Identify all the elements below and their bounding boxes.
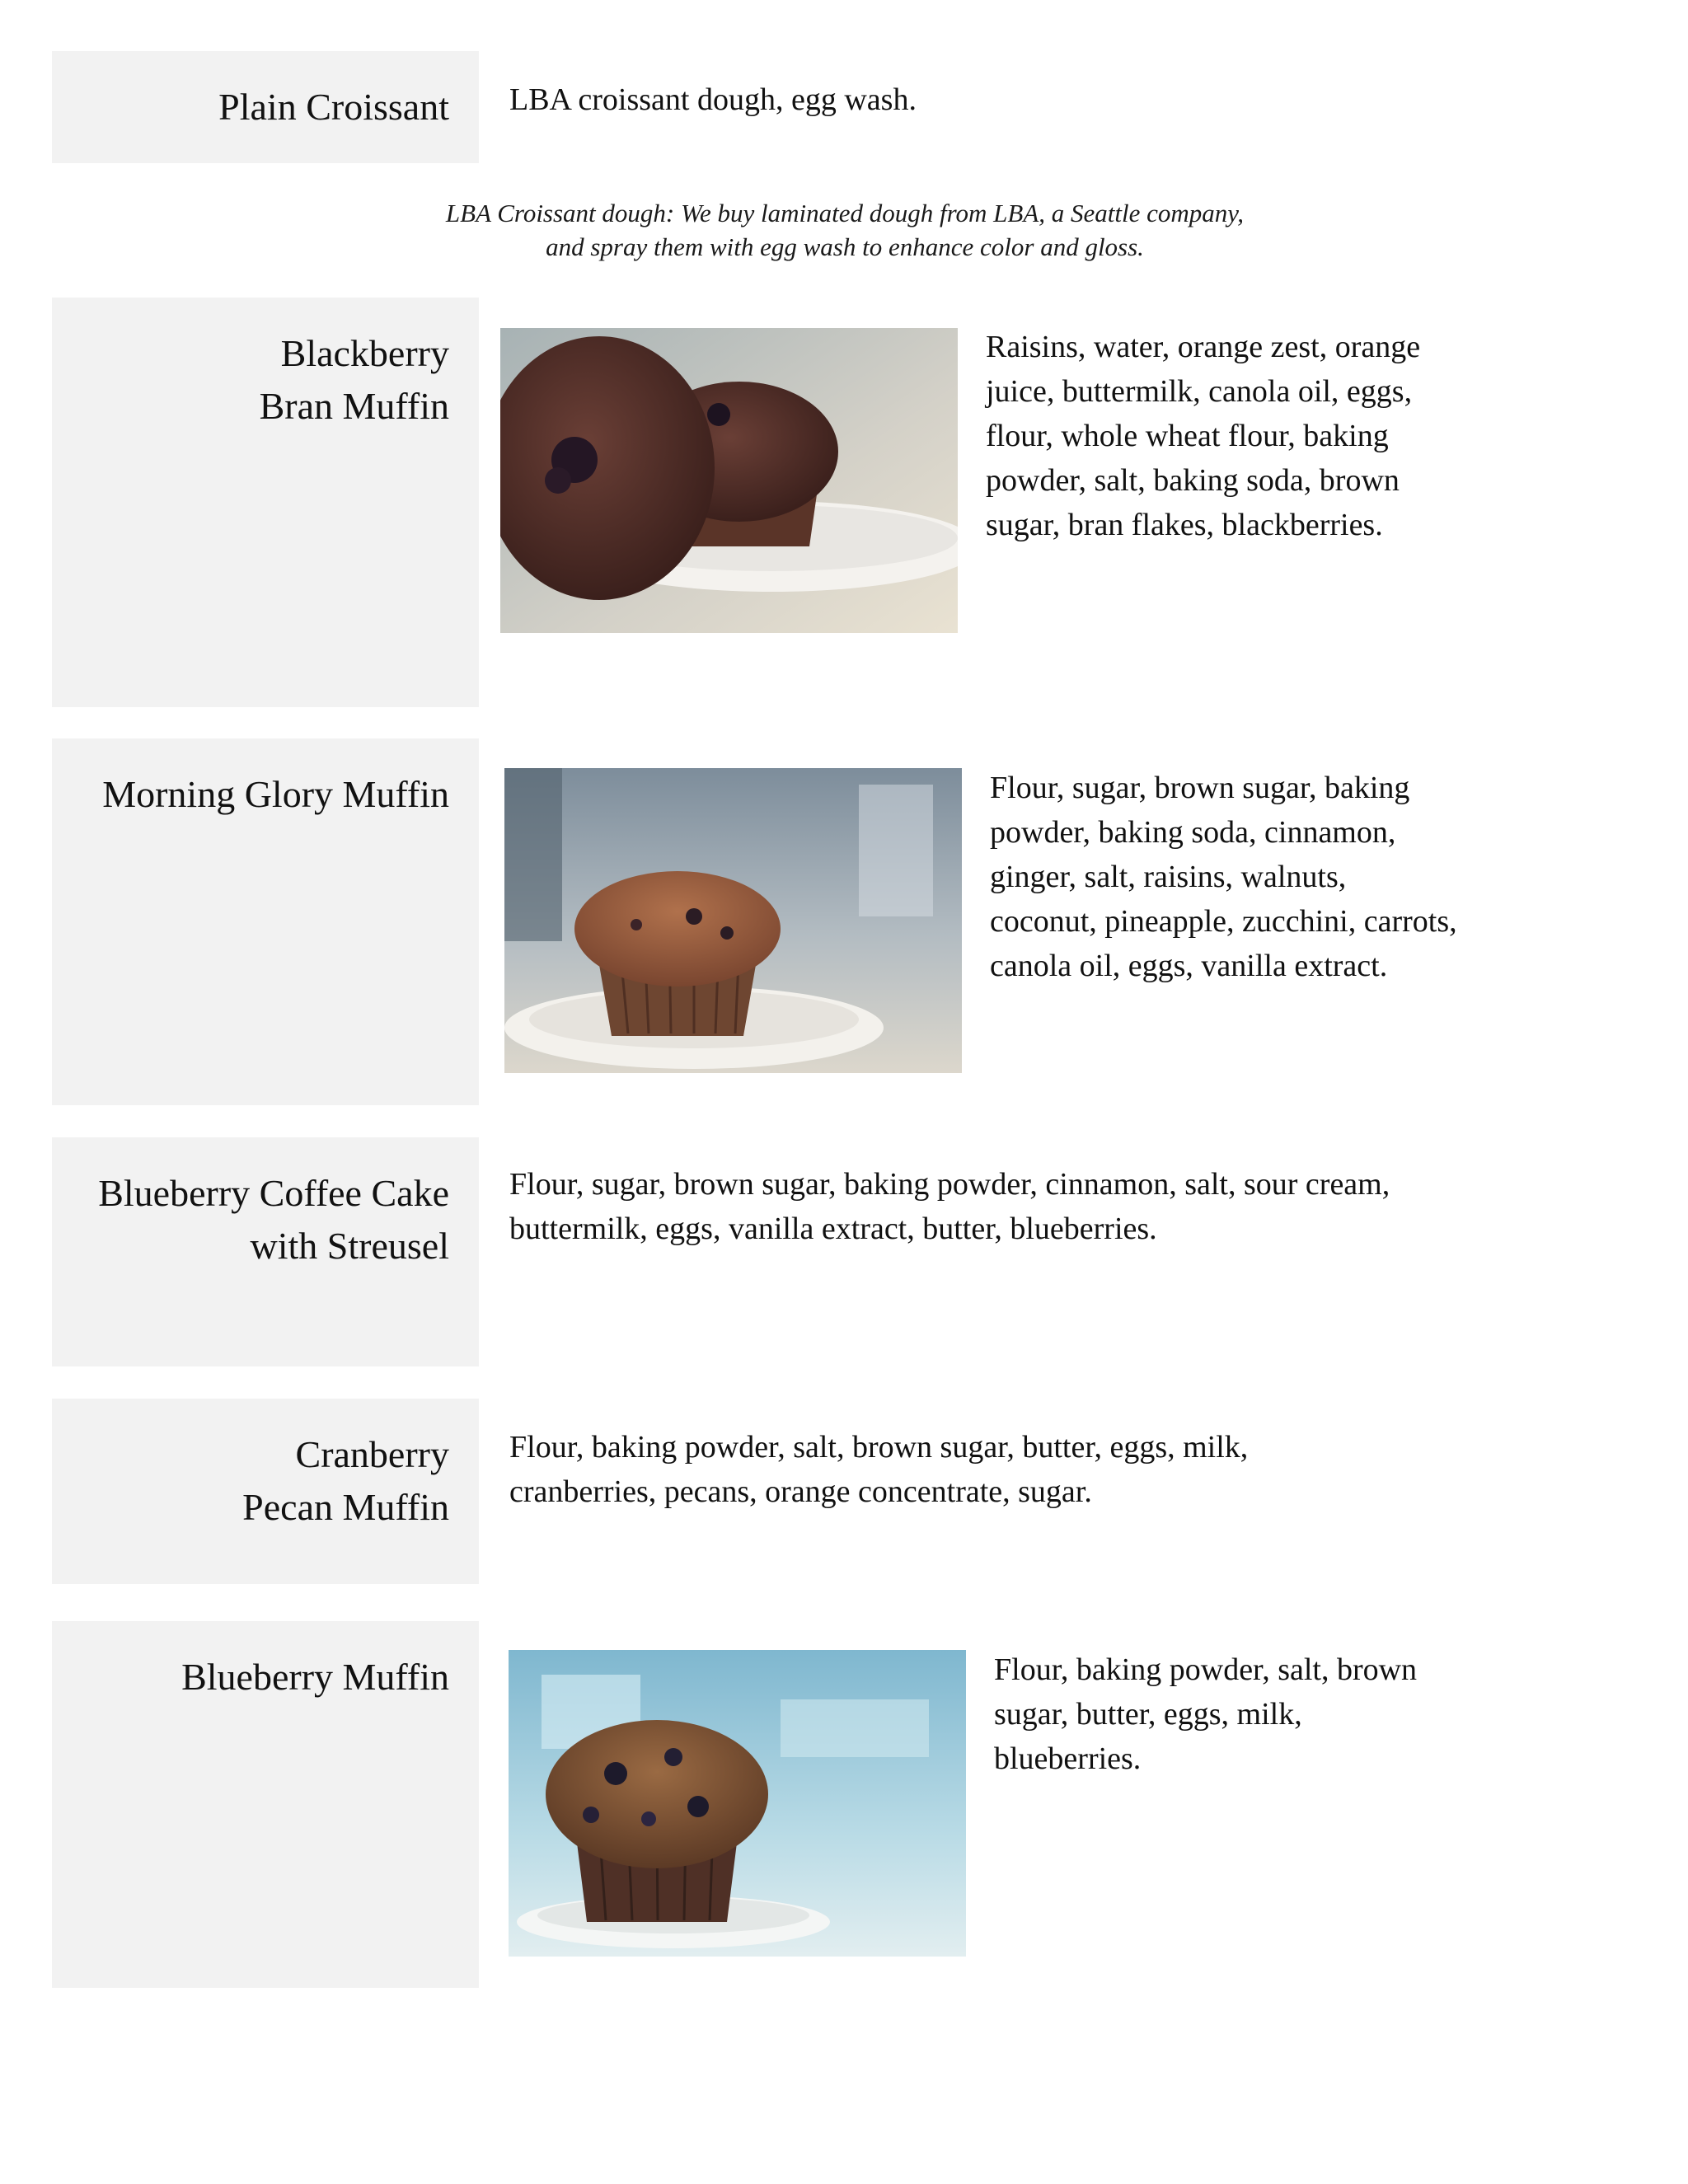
item-name-box-blackberry-bran-muffin <box>52 298 479 707</box>
ingredients-line: Flour, baking powder, salt, brown sugar, butter, eggs, milk, <box>509 1430 1249 1465</box>
item-name-box-morning-glory-muffin <box>52 738 479 1105</box>
ingredients-line: Flour, sugar, brown sugar, baking powder, cinnamon, salt, sour cream, <box>509 1167 1390 1202</box>
ingredients-line: canola oil, eggs, vanilla extract. <box>990 949 1388 983</box>
item-name-line: Blueberry Muffin <box>181 1656 449 1698</box>
item-name-box-cranberry-pecan-muffin <box>52 1399 479 1584</box>
item-ingredients: LBA croissant dough, egg wash. <box>509 82 917 117</box>
item-name: Plain Croissant <box>218 86 449 128</box>
item-name-line: Pecan Muffin <box>242 1486 449 1528</box>
item-name-line: Blueberry Coffee Cake <box>98 1172 449 1214</box>
ingredients-line: buttermilk, eggs, vanilla extract, butter, blueberries. <box>509 1212 1157 1246</box>
ingredients-line: cranberries, pecans, orange concentrate, sugar. <box>509 1474 1092 1509</box>
ingredients-line: powder, salt, baking soda, brown <box>986 463 1400 498</box>
item-name-box-plain-croissant <box>52 51 479 163</box>
ingredients-line: sugar, butter, eggs, milk, <box>994 1697 1302 1732</box>
ingredients-line: blueberries. <box>994 1741 1142 1776</box>
ingredients-line: sugar, bran flakes, blackberries. <box>986 508 1383 542</box>
ingredients-line: juice, buttermilk, canola oil, eggs, <box>986 374 1413 409</box>
item-ingredients <box>509 1425 1248 1514</box>
item-ingredients <box>994 1647 1417 1781</box>
note-line: and spray them with egg wash to enhance color and gloss. <box>546 232 1144 261</box>
blueberry-muffin-photo <box>509 1650 966 1957</box>
morning-glory-muffin-photo <box>504 768 962 1073</box>
item-ingredients <box>509 1162 1390 1251</box>
item-name-line: Bran Muffin <box>259 385 449 427</box>
croissant-dough-note <box>313 196 1376 264</box>
item-name-line: Cranberry <box>295 1433 449 1475</box>
ingredients-line: ginger, salt, raisins, walnuts, <box>990 860 1347 894</box>
item-name-box-blueberry-muffin <box>52 1621 479 1988</box>
item-name-box-blueberry-coffee-cake <box>52 1137 479 1366</box>
note-line: LBA Croissant dough: We buy laminated dough from LBA, a Seattle company, <box>445 199 1245 227</box>
item-ingredients <box>986 325 1420 547</box>
ingredients-line: flour, whole wheat flour, baking <box>986 419 1389 453</box>
ingredients-line: coconut, pineapple, zucchini, carrots, <box>990 904 1457 939</box>
bran-muffin-photo <box>500 328 958 633</box>
item-name-line: Blackberry <box>280 332 449 374</box>
item-name-line: Morning Glory Muffin <box>102 773 449 815</box>
ingredients-line: Raisins, water, orange zest, orange <box>986 330 1421 364</box>
ingredients-line: Flour, sugar, brown sugar, baking <box>990 771 1410 805</box>
ingredients-line: powder, baking soda, cinnamon, <box>990 815 1396 850</box>
ingredients-line: Flour, baking powder, salt, brown <box>994 1652 1418 1687</box>
item-ingredients <box>990 766 1457 988</box>
item-name-line: with Streusel <box>250 1225 449 1267</box>
